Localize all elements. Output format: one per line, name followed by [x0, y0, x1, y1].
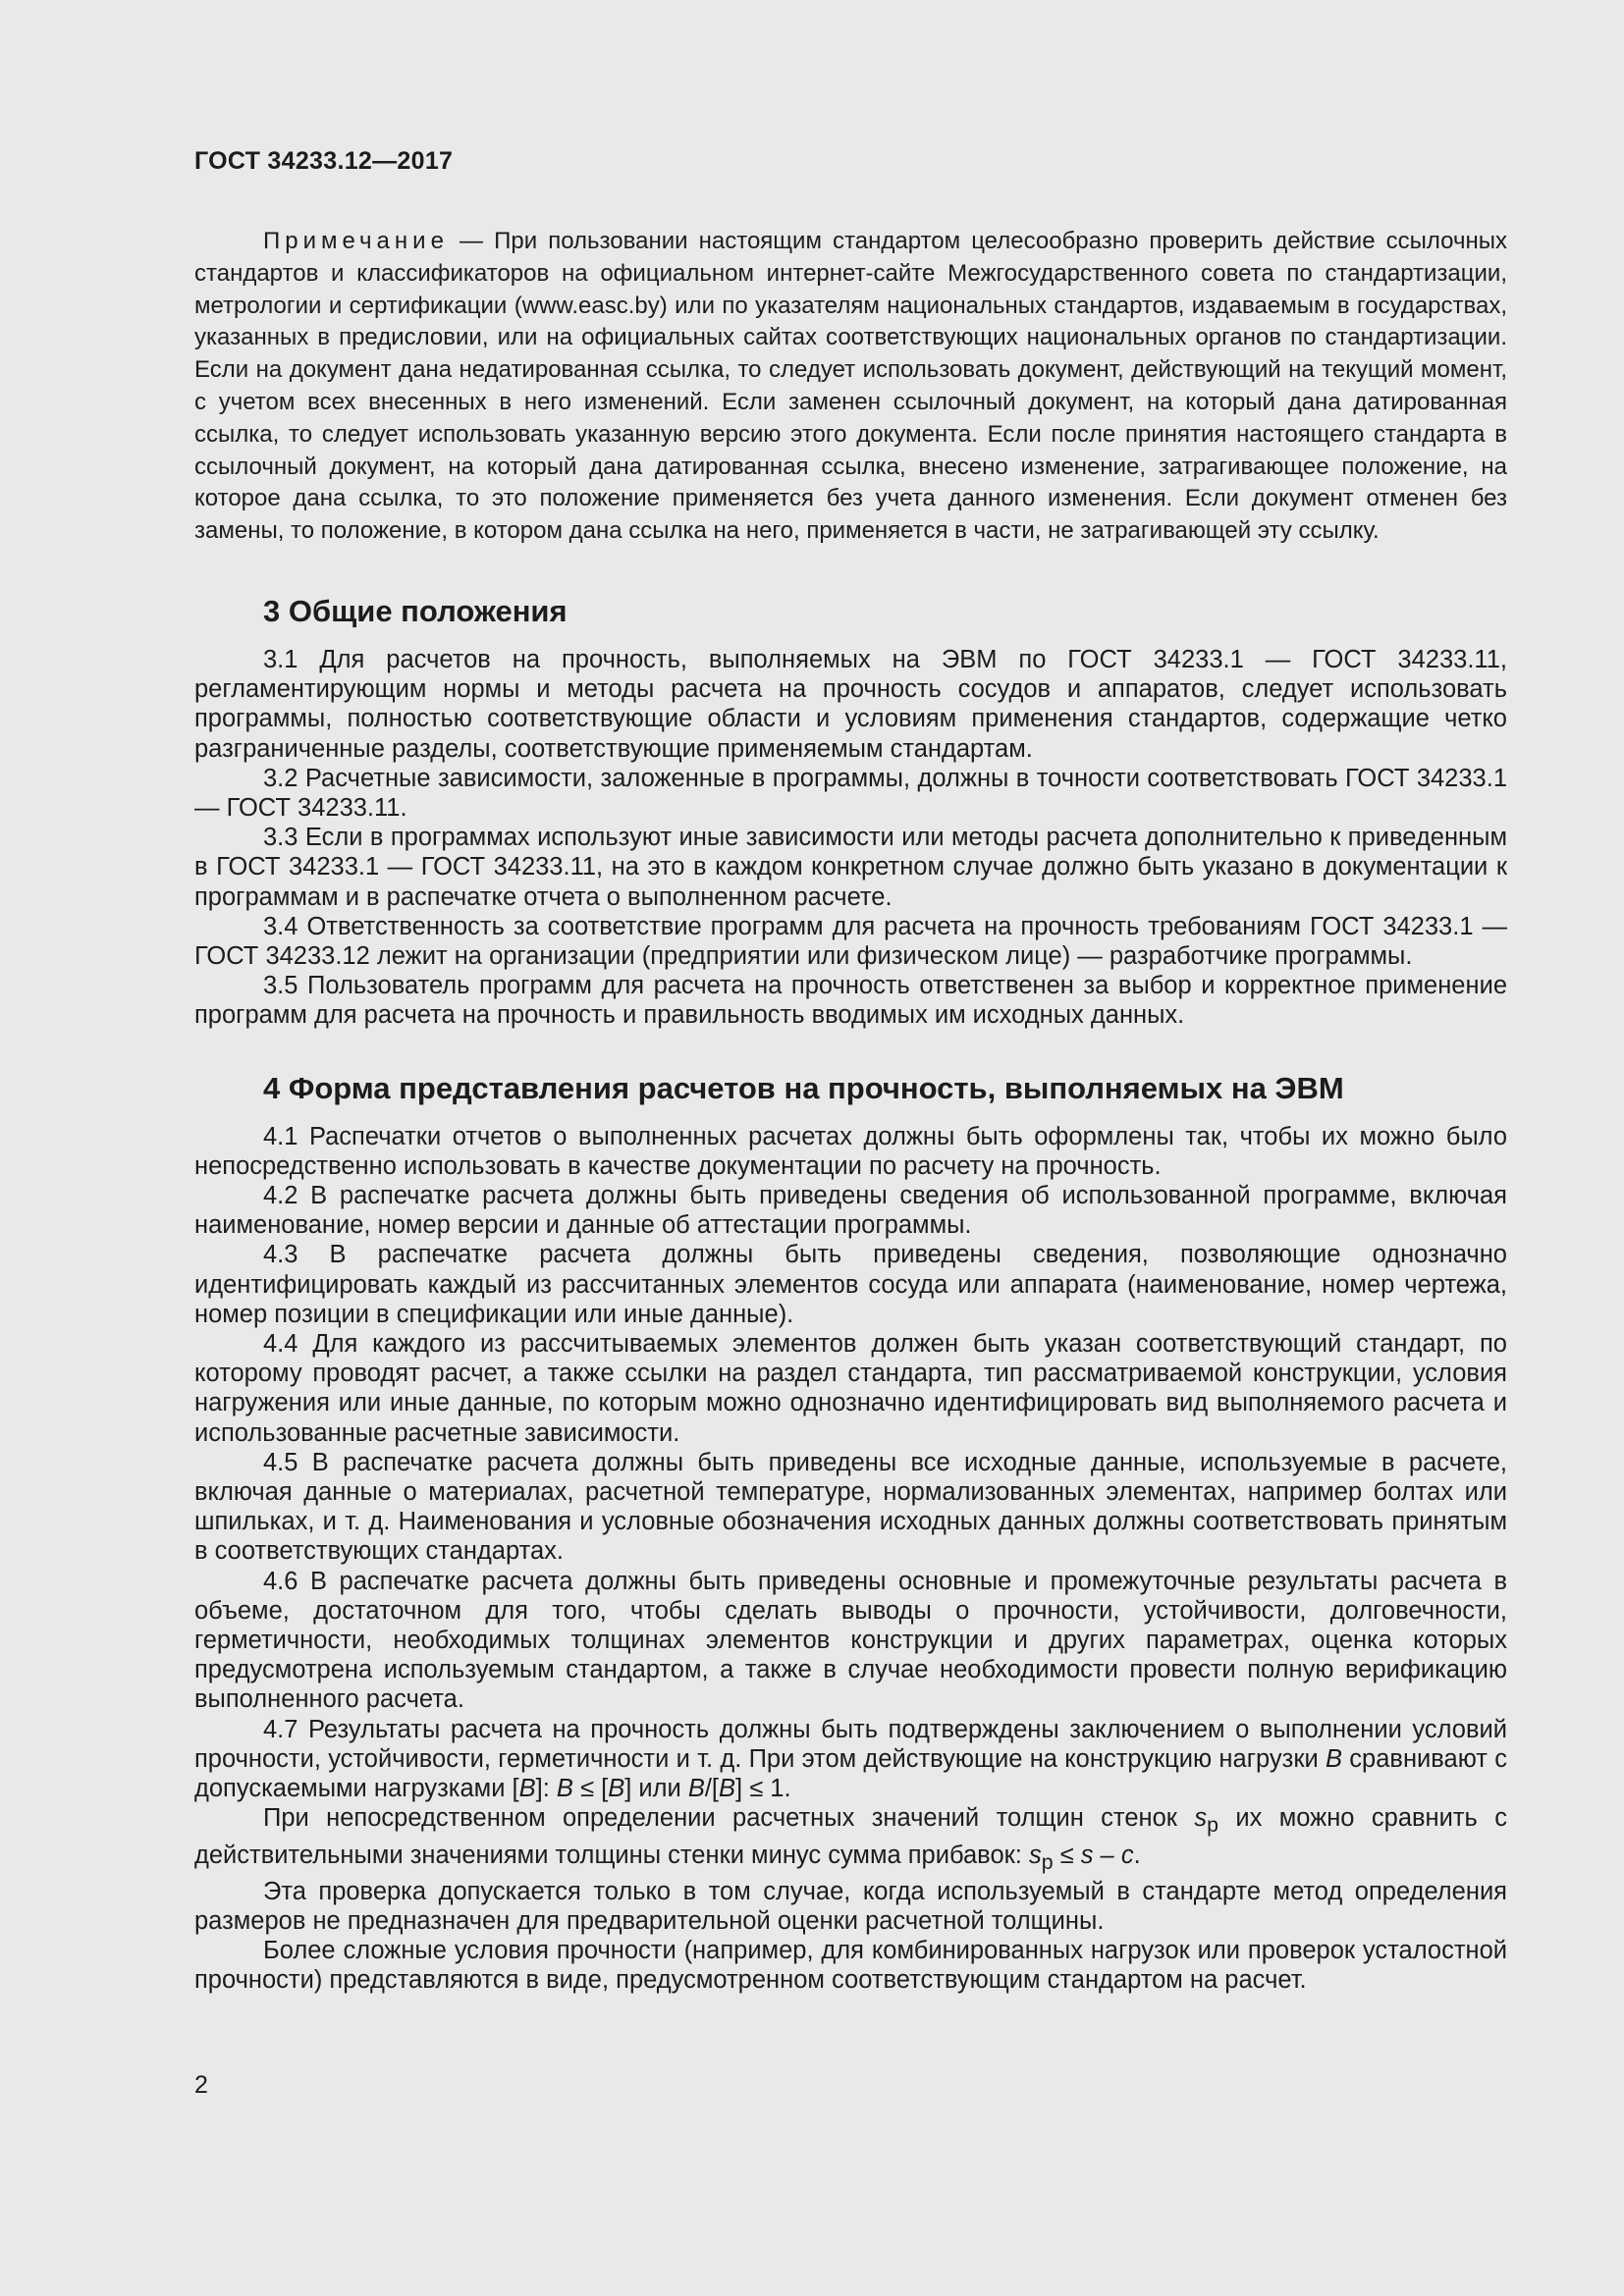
- paragraph-3-2: 3.2 Расчетные зависимости, заложенные в программы, должны в точности соответствовать ГОСТ 34233.1 — ГОСТ 34233.11.: [194, 764, 1507, 822]
- paragraph-3-1: 3.1 Для расчетов на прочность, выполняемых на ЭВМ по ГОСТ 34233.1 — ГОСТ 34233.11, регламентирующим нормы и методы расчета на прочность сосудов и аппаратов, следует использовать программы, полностью соответствующие области и условиям применения стандартов, содержащие четко разграниченные разделы, соответствующие применяемым стандартам.: [194, 645, 1507, 763]
- text-run: сравнивают с допускаемыми нагрузками [: [194, 1744, 1507, 1803]
- paragraph-4-4: 4.4 Для каждого из рассчитываемых элементов должен быть указан соответствующий стандарт, по которому проводят расчет, а также ссылки на раздел стандарта, тип рассматриваемой конструкции, условия нагружения или иные данные, по которым можно однозначно идентифицировать вид выполняемого расчета и использованные расчетные зависимости.: [194, 1330, 1507, 1447]
- paragraph-direct-comparison: [194, 1803, 1507, 1877]
- page-number: 2: [194, 2071, 208, 2099]
- load-var: B: [518, 1775, 536, 1803]
- subscript: p: [1207, 1813, 1218, 1838]
- text-run: При непосредственном определении расчетных значений толщин стенок: [263, 1804, 1195, 1833]
- load-var: B: [687, 1775, 705, 1803]
- paragraph-4-5: 4.5 В распечатке расчета должны быть приведены все исходные данные, используемые в расчете, включая данные о материалах, расчетной температуре, нормализованных элементах, например болтах или шпильках, и т. д. Наименования и условные обозначения исходных данных должны соответствовать принятым в соответствующих стандартах.: [194, 1448, 1507, 1566]
- text-run: их можно сравнить с действительными значениями толщины стенки минус сумма прибавок:: [194, 1804, 1507, 1869]
- paragraph-4-1: 4.1 Распечатки отчетов о выполненных расчетах должны быть оформлены так, чтобы их можно было непосредственно использовать в качестве документации по расчету на прочность.: [194, 1122, 1507, 1180]
- allowance-var: c: [1120, 1841, 1134, 1869]
- note-text: — При пользовании настоящим стандартом целесообразно проверить действие ссылочных стандартов и классификаторов на официальном интернет-сайте Межгосударственного совета по стандартизации, метрологии и сертификации (www.easc.by) или по указателям национальных стандартов, издаваемым в государствах, указанных в предисловии, или на официальных сайтах соответствующих национальных органов по стандартизации. Если на документ дана недатированная ссылка, то следует использовать документ, действующий на текущий момент, с учетом всех внесенных в него изменений. Если заменен ссылочный документ, на который дана датированная ссылка, то следует использовать указанную версию этого документа. Если после принятия настоящего стандарта в ссылочный документ, на который дана датированная ссылка, внесено изменение, затрагивающее положение, на которое дана ссылка, то это положение применяется без учета данного изменения. Если документ отменен без замены, то положение, в котором дана ссылка на него, применяется в части, не затрагивающей эту ссылку.: [194, 228, 1507, 545]
- text-run: ≤ [: [572, 1775, 609, 1803]
- note-label: Примечание: [263, 228, 449, 254]
- thickness-var: s: [1194, 1804, 1208, 1833]
- section-3-title: 3 Общие положения: [263, 593, 568, 628]
- load-var: B: [719, 1775, 736, 1803]
- text-run: ] ≤ 1.: [735, 1775, 791, 1803]
- text-run: ≤: [1053, 1841, 1081, 1869]
- thickness-var: s: [1028, 1841, 1042, 1869]
- text-run: 4.7 Результаты расчета на прочность должны быть подтверждены заключением о выполнении условий прочности, устойчивости, герметичности и т. д. При этом действующие на конструкцию нагрузки: [194, 1715, 1507, 1773]
- paragraph-4-2: 4.2 В распечатке расчета должны быть приведены сведения об использованной программе, включая наименование, номер версии и данные об аттестации программы.: [194, 1182, 1507, 1240]
- paragraph-4-3: 4.3 В распечатке расчета должны быть приведены сведения, позволяющие однозначно идентифицировать каждый из рассчитанных элементов сосуда или аппарата (наименование, номер чертежа, номер позиции в спецификации или иные данные).: [194, 1241, 1507, 1328]
- subscript: p: [1041, 1849, 1054, 1874]
- paragraph-3-3: 3.3 Если в программах используют иные зависимости или методы расчета дополнительно к приведенным в ГОСТ 34233.1 — ГОСТ 34233.11, на это в каждом конкретном случае должно быть указано в документации к программам и в распечатке отчета о выполненном расчете.: [194, 824, 1507, 911]
- paragraph-4-6: 4.6 В распечатке расчета должны быть приведены основные и промежуточные результаты расчета в объеме, достаточном для того, чтобы сделать выводы о прочности, устойчивости, долговечности, герметичности, необходимых толщинах элементов конструкции и других параметрах, оценка которых предусмотрена используемым стандартом, а также в случае необходимости провести полную верификацию выполненного расчета.: [194, 1567, 1507, 1714]
- reference-note: [194, 226, 1507, 548]
- load-var: B: [608, 1775, 625, 1803]
- paragraph-3-4: 3.4 Ответственность за соответствие программ для расчета на прочность требованиям ГОСТ 34233.1 — ГОСТ 34233.12 лежит на организации (предприятии или физическом лице) — разработчике программы.: [194, 912, 1507, 970]
- paragraph-4-7: [194, 1715, 1507, 1804]
- load-var: B: [556, 1775, 573, 1803]
- text-run: –: [1093, 1841, 1121, 1869]
- load-var: B: [1326, 1744, 1343, 1773]
- paragraph-check: Эта проверка допускается только в том случае, когда используемый в стандарте метод определения размеров не предназначен для предварительной оценки расчетной толщины.: [194, 1877, 1507, 1936]
- paragraph-3-5: 3.5 Пользователь программ для расчета на прочность ответственен за выбор и корректное применение программ для расчета на прочность и правильность вводимых им исходных данных.: [194, 972, 1507, 1030]
- text-run: ]:: [535, 1775, 557, 1803]
- text-run: .: [1133, 1841, 1141, 1869]
- text-run: /[: [704, 1775, 720, 1803]
- paragraph-complex-conditions: Более сложные условия прочности (например, для комбинированных нагрузок или проверок усталостной прочности) представляются в виде, предусмотренном соответствующим стандартом на расчет.: [194, 1937, 1507, 1995]
- text-run: ] или: [624, 1775, 688, 1803]
- document-body: [194, 226, 1507, 1996]
- thickness-var: s: [1080, 1841, 1094, 1869]
- section-4-title: 4 Форма представления расчетов на прочность, выполняемых на ЭВМ: [263, 1070, 1344, 1105]
- document-header: ГОСТ 34233.12—2017: [194, 147, 454, 175]
